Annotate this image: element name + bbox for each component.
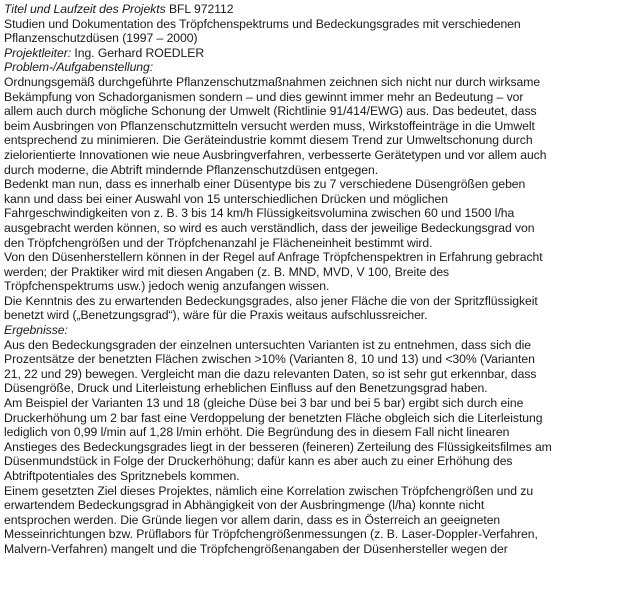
results-text-line: erwartendem Bedeckungsgrad in Abhängigkeit von der Ausbringmenge (l/ha) konnte nicht <box>4 498 485 513</box>
results-text-line: Anstieges des Bedeckungsgrades liegt in der besseren (feineren) Zerteilung des Flüssigkeitsfilmes am <box>4 439 552 454</box>
project-title-label: Titel und Laufzeit des Projekts <box>4 2 166 16</box>
problem-text-line: Bedenkt man nun, dass es innerhalb einer Düsentype bis zu 7 verschiedene Düsengrößen geben <box>4 177 526 192</box>
problem-text-line: allem auch durch mögliche Schonung der Umwelt (Richtlinie 91/414/EWG) aus. Das bedeutet, dass <box>4 104 537 119</box>
results-text-line: Druckerhöhung um 2 bar fast eine Verdoppelung der benetzten Fläche obgleich sich die Literleistung <box>4 410 543 425</box>
results-text-line: Düsengröße, Druck und Literleistung erheblichen Einfluss auf den Benetzungsgrad haben. <box>4 381 488 396</box>
results-body <box>4 338 618 557</box>
problem-text-line: Die Kenntnis des zu erwartenden Bedeckungsgrades, also jener Fläche die von der Spritzflüssigkeit <box>4 293 538 308</box>
project-leader-label: Projektleiter: <box>4 45 72 60</box>
problem-text-line: Bekämpfung von Schadorganismen sondern – und dies gewinnt immer mehr an Bedeutung – vor <box>4 89 524 104</box>
results-text-line: Einem gesetzten Ziel dieses Projektes, nämlich eine Korrelation zwischen Tröpfchengrößen und zu <box>4 483 534 498</box>
problem-text-line: Tröpfchenspektrums usw.) jedoch wenig anzufangen wissen. <box>4 279 330 294</box>
problem-text-line: zielorientierte Innovationen wie neue Ausbringverfahren, verbesserte Gerätetypen und vor allem auch <box>4 147 547 162</box>
project-title-text-line: Pflanzenschutzdüsen (1997 – 2000) <box>4 31 198 46</box>
results-text-line: Abtriftpotentiales des Spritznebels kommen. <box>4 469 240 483</box>
project-title-line <box>4 2 618 17</box>
problem-body <box>4 75 618 323</box>
problem-text-line: ausgebracht werden können, so wird es auch verständlich, dass der jeweilige Bedeckungsgrad von <box>4 220 535 235</box>
problem-text-line: Ordnungsgemäß durchgeführte Pflanzenschutzmaßnahmen zeichnen sich nicht nur durch wirksame <box>4 74 541 89</box>
results-text-line: entsprochen werden. Die Gründe liegen vor allem darin, dass es in Österreich an geeigneten <box>4 512 501 527</box>
results-text-line: Messeinrichtungen bzw. Prüflabors für Tröpfchengrößenmessungen (z. B. Laser-Doppler-Verfahren, <box>4 527 538 542</box>
results-text-line: lediglich von 0,99 l/min auf 1,28 l/min erhöht. Die Begründung des in diesem Fall nicht linearen <box>4 425 510 440</box>
problem-text-line: werden; der Praktiker wird mit diesen Angaben (z. B. MND, MVD, V 100, Breite des <box>4 264 450 279</box>
results-text-line: Am Beispiel der Varianten 13 und 18 (gleiche Düse bei 3 bar und bei 5 bar) ergibt sich durch eine <box>4 396 524 411</box>
project-title-text-line: Studien und Dokumentation des Tröpfchenspektrums und Bedeckungsgrades mit verschiedenen <box>4 16 521 31</box>
project-leader-line <box>4 46 618 61</box>
problem-text-line: kann und dass bei einer Auswahl von 15 unterschiedlichen Drücken und möglichen <box>4 191 448 206</box>
results-text-line: 21, 22 und 29) bewegen. Vergleicht man die dazu relevanten Daten, so ist sehr gut erkennbar, dass <box>4 366 537 381</box>
problem-text-line: benetzt wird („Benetzungsgrad“), wäre für die Praxis weitaus aufschlussreicher. <box>4 308 428 323</box>
problem-text-line: Fahrgeschwindigkeiten von z. B. 3 bis 14 km/h Flüssigkeitsvolumina zwischen 60 und 1500 l/ha <box>4 206 515 221</box>
project-title <box>4 17 618 46</box>
project-leader-name: Ing. Gerhard ROEDLER <box>74 45 205 60</box>
results-text-line: Düsenmundstück in Folge der Druckerhöhung; dafür kann es aber auch zu einer Erhöhung des <box>4 454 513 469</box>
problem-text-line: durch moderne, die Abtrift mindernde Pflanzenschutzdüsen entgegen. <box>4 162 379 177</box>
problem-text-line: Von den Düsenherstellern können in der Regel auf Anfrage Tröpfchenspektren in Erfahrung gebracht <box>4 250 543 265</box>
results-heading: Ergebnisse: <box>4 323 68 338</box>
problem-text-line: den Tröpfchengrößen und der Tröpfchenanzahl je Flächeneinheit bestimmt wird. <box>4 235 433 250</box>
problem-heading: Problem-/Aufgabenstellung: <box>4 60 154 75</box>
results-text-line: Aus den Bedeckungsgraden der einzelnen untersuchten Varianten ist zu entnehmen, dass sich die <box>4 337 531 352</box>
problem-text-line: beim Ausbringen von Pflanzenschutzmitteln versucht werden muss, Wirkstoffeinträge in die Umwelt <box>4 118 535 133</box>
results-text-line: Prozentsätze der benetzten Flächen zwischen >10% (Varianten 8, 10 und 13) und <30% (Varianten <box>4 352 535 367</box>
project-code: BFL 972112 <box>168 2 234 16</box>
results-text-line: Malvern-Verfahren) mangelt und die Tröpfchengrößenangaben der Düsenhersteller wegen der <box>4 541 508 556</box>
problem-text-line: entsprechend zu minimieren. Die Geräteindustrie kommt diesem Trend zur Umweltschonung durch <box>4 133 533 148</box>
